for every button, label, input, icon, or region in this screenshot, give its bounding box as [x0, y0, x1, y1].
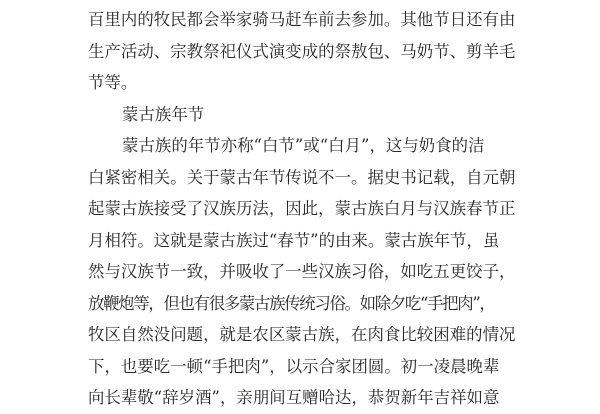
text-line: 牧区自然没问题，就是农区蒙古族，在肉食比较困难的情况	[88, 325, 516, 344]
text-line: 蒙古族的年节亦称“白节”或“白月”，这与奶食的洁	[122, 136, 485, 155]
text-line: 下，也要吃一顿“手把肉”，以示合家团圆。初一凌晨晚辈	[88, 356, 500, 376]
paragraph-heading: 蒙古族年节	[122, 104, 205, 124]
text-line: 白紧密相关。关于蒙古年节传说不一。据史书记载，自元朝	[88, 167, 516, 187]
text-line: 月相符。这就是蒙古族过“春节”的由来。蒙古族年节，虽	[88, 230, 500, 250]
document-text	[88, 4, 518, 414]
text-line: 向长辈敬“辞岁酒”，亲朋间互赠哈达，恭贺新年吉祥如意	[88, 388, 500, 407]
text-line: 然与汉族节一致，并吸收了一些汉族习俗，如吃五更饺子，	[88, 262, 516, 281]
text-line: 节等。	[88, 73, 138, 92]
text-line: 起蒙古族接受了汉族历法，因此，蒙古族白月与汉族春节正	[88, 199, 516, 218]
text-line: 放鞭炮等，但也有很多蒙古族传统习俗。如除夕吃“手把肉”，	[88, 293, 495, 313]
document-page	[88, 4, 518, 414]
text-line: 百里内的牧民都会举家骑马赶车前去参加。其他节日还有由	[88, 10, 516, 29]
text-line: 生产活动、宗教祭祀仪式演变成的祭敖包、马奶节、剪羊毛	[88, 41, 516, 61]
